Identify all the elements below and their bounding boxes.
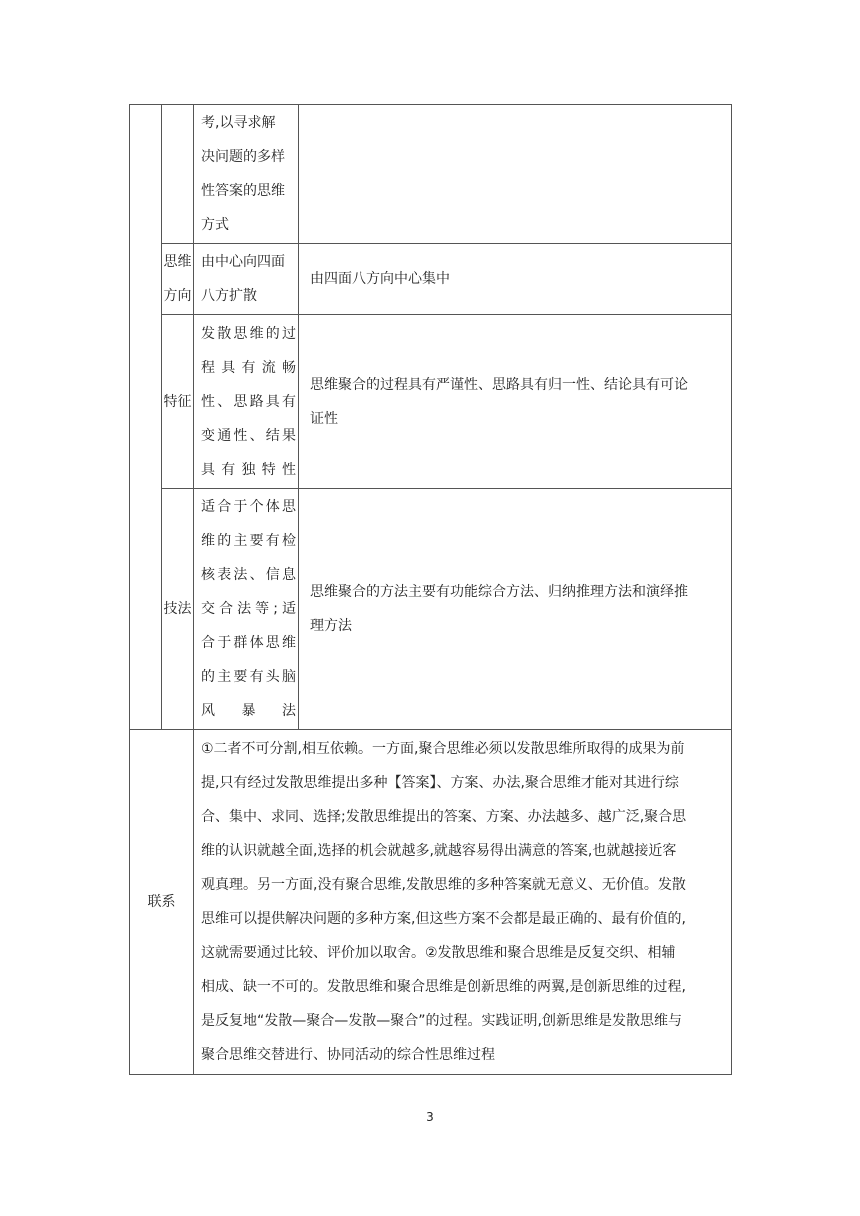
divergent-text: 发散思维的过 程具有流畅 性、思路具有 变通性、结果 具有独特性 — [201, 325, 296, 478]
divergent-text: 适合于个体思 维的主要有检 核表法、信息 交合法等;适 合于群体思维 的主要有头脑 风暴法 — [201, 499, 296, 719]
row-label-cell — [162, 315, 194, 489]
table-row-continuation — [130, 105, 732, 244]
relation-label: 联系 — [147, 894, 176, 910]
divergent-cell — [194, 244, 299, 315]
row-label-cell — [162, 105, 194, 244]
relation-content-cell — [194, 730, 732, 1075]
divergent-cell — [194, 105, 299, 244]
table-row-features — [130, 315, 732, 489]
table-row-direction — [130, 244, 732, 315]
convergent-cell — [299, 315, 732, 489]
relation-label-cell — [130, 730, 194, 1075]
row-label-cell — [162, 489, 194, 730]
outer-category-cell — [130, 105, 162, 730]
convergent-cell — [299, 489, 732, 730]
row-label-cell — [162, 244, 194, 315]
table-row-relation — [130, 730, 732, 1075]
comparison-table — [129, 104, 732, 1075]
convergent-text: 思维聚合的方法主要有功能综合方法、归纳推理方法和演绎推 理方法 — [310, 584, 688, 634]
divergent-text: 考,以寻求解 决问题的多样 性答案的思维 方式 — [201, 115, 285, 233]
convergent-text: 由四面八方向中心集中 — [310, 271, 450, 287]
divergent-cell — [194, 315, 299, 489]
row-label: 技法 — [163, 601, 192, 617]
convergent-cell — [299, 105, 732, 244]
convergent-cell — [299, 244, 732, 315]
row-label: 特征 — [163, 393, 192, 410]
convergent-text: 思维聚合的过程具有严谨性、思路具有归一性、结论具有可论 证性 — [310, 376, 688, 427]
divergent-text: 由中心向四面 八方扩散 — [201, 254, 285, 304]
table-row-techniques — [130, 489, 732, 730]
divergent-cell — [194, 489, 299, 730]
page-number: 3 — [426, 1110, 434, 1124]
relation-text: ①二者不可分割,相互依赖。一方面,聚合思维必须以发散思维所取得的成果为前 提,只有经过发散思维提出多种【答案】、方案、办法,聚合思维才能对其进行综 合、集中、求同、选择;发散思维提出的答案、方案、办法越多、越广泛,聚合思 维的认识就越全面,选择的机会就越多,就越容易得出满意的答案,也就越接近客 观真理。另一方面,没有聚合思维,发散思维的多种答案就无意义、无价值。发散 思维可以提供解决问题的多种方案,但这些方案不会都是最正确的、最有价值的, 这就需要通过比较、评价加以取舍。②发散思维和聚合思维是反复交织、相辅 相成、缺一不可的。发散思维和聚合思维是创新思维的两翼,是创新思维的过程, 是反复地“发散—聚合—发散—聚合”的过程。实践证明,创新思维是发散思维与 聚合思维交替进行、协同活动的综合性思维过程 — [201, 741, 687, 1063]
row-label: 思维 方向 — [163, 254, 192, 304]
